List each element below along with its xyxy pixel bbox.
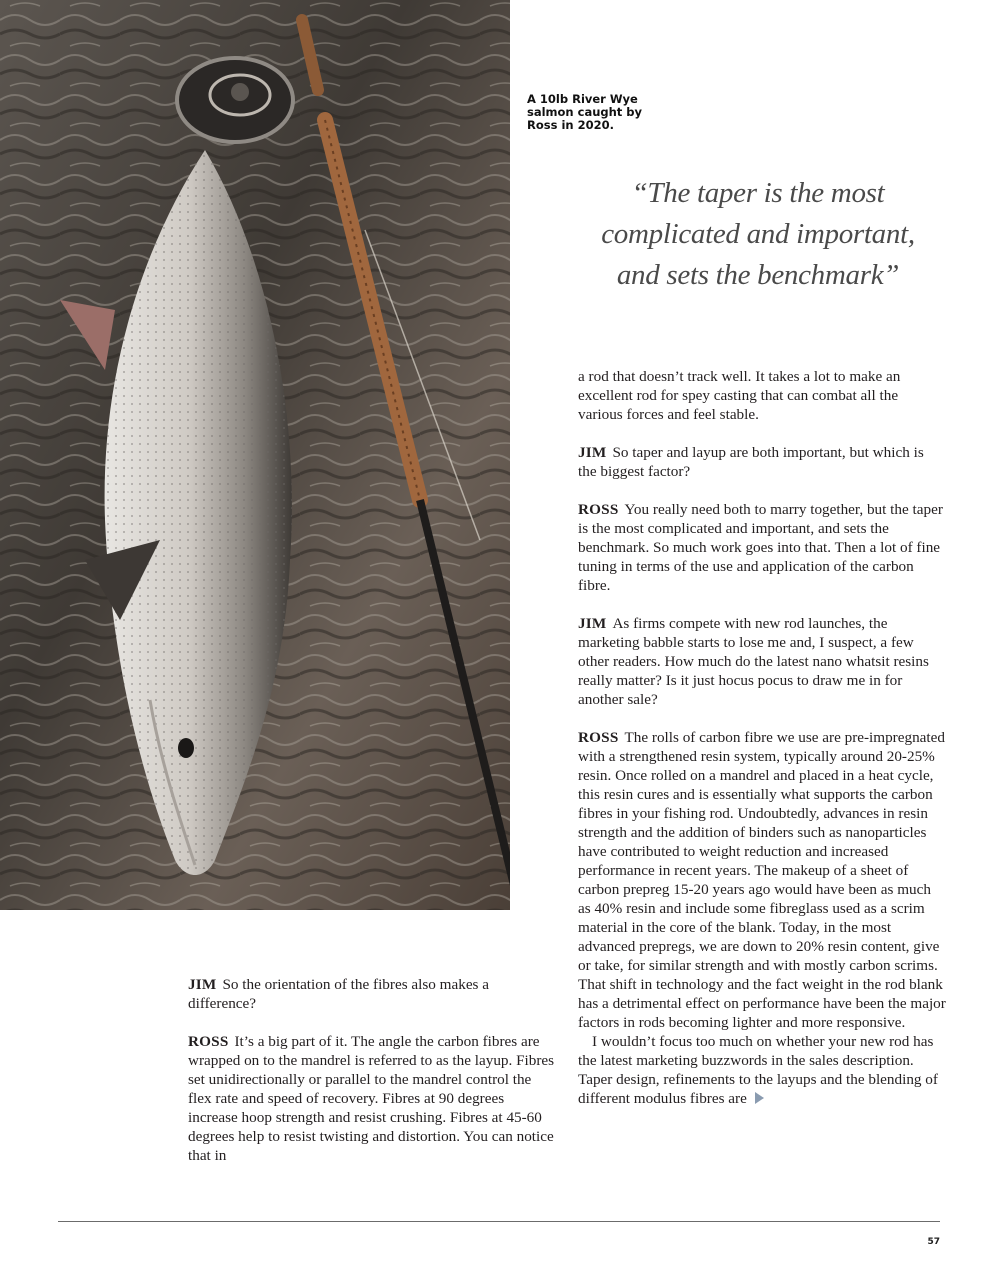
salmon-photo	[0, 0, 510, 910]
speaker-label: ROSS	[578, 501, 619, 518]
interview-paragraph	[188, 1032, 556, 1165]
paragraph-text: a rod that doesn’t track well. It takes a lot to make an excellent rod for spey casting that can combat all the various forces and feel stable.	[578, 368, 901, 423]
speaker-label: JIM	[578, 615, 607, 632]
interview-paragraph	[578, 443, 946, 481]
pull-quote-line: “The taper is the most	[631, 177, 885, 209]
page-number: 57	[927, 1237, 940, 1247]
paragraph-text: I wouldn’t focus too much on whether your new rod has the latest marketing buzzwords in the sales description. Taper design, refinements to the layups and the blending of different modulus fibres are	[578, 1033, 938, 1107]
interview-paragraph	[188, 975, 556, 1013]
paragraph-text: So the orientation of the fibres also makes a difference?	[188, 976, 490, 1012]
footer-rule	[58, 1221, 940, 1222]
interview-paragraph	[578, 1032, 946, 1108]
continue-arrow-icon[interactable]	[755, 1092, 764, 1104]
reel-icon	[177, 58, 293, 142]
paragraph-text: You really need both to marry together, but the taper is the most complicated and important, and sets the benchmark. So much work goes into that. Then a lot of fine tuning in terms of the use and application of the carbon fibre.	[578, 501, 943, 594]
speaker-label: ROSS	[578, 729, 619, 746]
speaker-label: JIM	[578, 444, 607, 461]
left-text-column	[188, 975, 556, 1165]
speaker-label: ROSS	[188, 1033, 229, 1050]
right-text-column	[578, 367, 946, 1108]
interview-paragraph	[578, 614, 946, 709]
pull-quote	[578, 173, 938, 296]
pull-quote-line: complicated and important,	[601, 218, 915, 250]
interview-paragraph	[578, 367, 946, 424]
photo-caption: A 10lb River Wye salmon caught by Ross in 2020.	[527, 92, 643, 132]
paragraph-text: The rolls of carbon fibre we use are pre-impregnated with a strengthened resin system, typically around 20-25% resin. Once rolled on a mandrel and placed in a heat cycle, this resin cures and is essentially what supports the carbon fibres in your fishing rod. Undoubtedly, advances in resin strength and the addition of binders such as nanoparticles have contributed to weight reduction and increased performance in recent years. The makeup of a sheet of carbon prepreg 15-20 years ago would have been as much as 40% resin and include some fibreglass used as a scrim material in the core of the blank. Today, in the most advanced prepregs, we are down to 20% resin content, give or take, for similar strength and with mostly carbon scrims. That shift in technology and the fact weight in the rod blank has a detrimental effect on performance have been the major factors in rods becoming lighter and more responsive.	[578, 729, 946, 1031]
pull-quote-line: and sets the benchmark”	[616, 259, 900, 291]
paragraph-text: As firms compete with new rod launches, the marketing babble starts to lose me and, I suspect, a few other readers. How much do the latest nano whatsit resins really matter? Is it just hocus pocus to draw me in for another sale?	[578, 615, 929, 708]
interview-paragraph	[578, 728, 946, 1032]
paragraph-text: So taper and layup are both important, but which is the biggest factor?	[578, 444, 924, 480]
speaker-label: JIM	[188, 976, 217, 993]
interview-paragraph	[578, 500, 946, 595]
paragraph-text: It’s a big part of it. The angle the carbon fibres are wrapped on to the mandrel is referred to as the layup. Fibres set unidirectionally or parallel to the mandrel control the flex rate and speed of recovery. Fibres at 90 degrees increase hoop strength and resist crushing. Fibres at 45-60 degrees help to resist twisting and distortion. You can notice that in	[188, 1033, 555, 1164]
